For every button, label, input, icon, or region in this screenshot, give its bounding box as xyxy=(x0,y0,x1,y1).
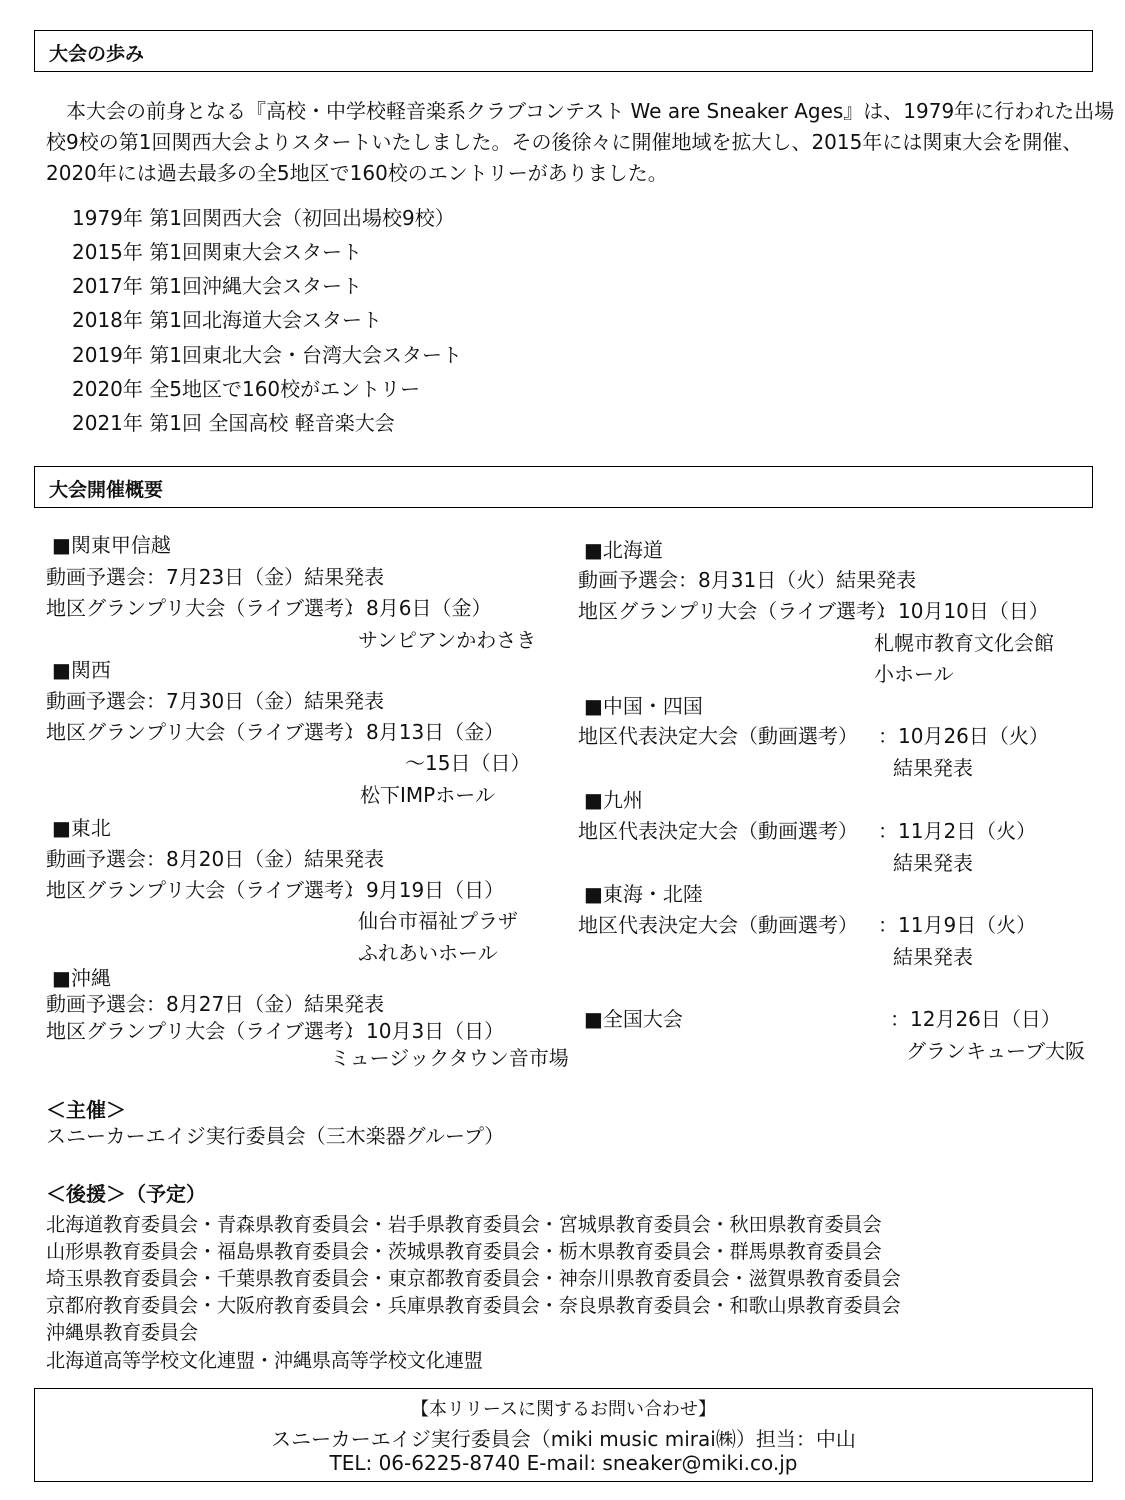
timeline-item: 1979年 第1回関西大会（初回出場校9校） xyxy=(72,206,455,230)
grandprix-label-tohoku: 地区グランプリ大会（ライブ選考） xyxy=(46,878,364,902)
grandprix-date-kansai: ：8月13日（金） xyxy=(346,720,505,744)
timeline-item: 2018年 第1回北海道大会スタート xyxy=(72,308,382,332)
support-line: 北海道教育委員会・青森県教育委員会・岩手県教育委員会・宮城県教育委員会・秋田県教育委員会 xyxy=(46,1213,882,1236)
support-line: 埼玉県教育委員会・千葉県教育委員会・東京都教育委員会・神奈川県教育委員会・滋賀県教育委員会 xyxy=(46,1267,901,1290)
region-title-kanto: ■関東甲信越 xyxy=(52,533,171,557)
history-heading: 大会の歩み xyxy=(49,43,145,65)
region-title-kyushu: ■九州 xyxy=(584,788,643,812)
video-round-tohoku: 動画予選会：8月20日（金）結果発表 xyxy=(46,847,385,871)
venue-national: グランキューブ大阪 xyxy=(906,1039,1085,1063)
region-title-chugoku: ■中国・四国 xyxy=(584,694,703,718)
grandprix-label-kanto: 地区グランプリ大会（ライブ選考） xyxy=(46,596,364,620)
history-intro xyxy=(46,96,1115,189)
organizer-name: スニーカーエイジ実行委員会（三木楽器グループ） xyxy=(46,1124,505,1148)
overview-heading-box xyxy=(34,466,1093,508)
grandprix-date-tohoku: ：9月19日（日） xyxy=(346,878,505,902)
date-national: ：12月26日（日） xyxy=(890,1007,1061,1031)
grandprix-date-okinawa: ：10月3日（日） xyxy=(346,1019,505,1043)
grandprix-date-kanto: ：8月6日（金） xyxy=(346,596,492,620)
video-selection-label-tokai: 地区代表決定大会（動画選考） xyxy=(578,913,858,937)
grandprix-date2-kansai: ～15日（日） xyxy=(405,751,531,775)
result-chugoku: 結果発表 xyxy=(893,756,973,780)
overview-heading: 大会開催概要 xyxy=(49,479,164,501)
venue-kanto: サンピアンかわさき xyxy=(358,628,537,652)
video-selection-date-kyushu: ：11月2日（火） xyxy=(878,819,1037,843)
video-round-kansai: 動画予選会：7月30日（金）結果発表 xyxy=(46,689,385,713)
organizer-heading: ＜主催＞ xyxy=(46,1098,126,1122)
contact-box xyxy=(34,1388,1093,1482)
result-tokai: 結果発表 xyxy=(893,945,973,969)
video-selection-label-kyushu: 地区代表決定大会（動画選考） xyxy=(578,819,858,843)
support-line: 山形県教育委員会・福島県教育委員会・茨城県教育委員会・栃木県教育委員会・群馬県教育委員会 xyxy=(46,1240,882,1263)
timeline-item: 2020年 全5地区で160校がエントリー xyxy=(72,377,421,401)
venue2-tohoku: ふれあいホール xyxy=(358,941,498,965)
contact-org: スニーカーエイジ実行委員会（miki music mirai㈱）担当：中山 xyxy=(271,1427,856,1451)
venue-kansai: 松下IMPホール xyxy=(360,783,495,807)
support-line: 沖縄県教育委員会 xyxy=(46,1321,198,1344)
intro-line: 校9校の第1回関西大会よりスタートいたしました。その後徐々に開催地域を拡大し、2015年には関東大会を開催、 xyxy=(46,130,1083,154)
grandprix-label-hokkaido: 地区グランプリ大会（ライブ選考） xyxy=(578,599,896,623)
timeline-item: 2021年 第1回 全国高校 軽音楽大会 xyxy=(72,411,395,435)
video-selection-date-chugoku: ：10月26日（火） xyxy=(878,724,1049,748)
video-round-kanto: 動画予選会：7月23日（金）結果発表 xyxy=(46,565,385,589)
region-title-tohoku: ■東北 xyxy=(52,816,111,840)
video-round-okinawa: 動画予選会：8月27日（金）結果発表 xyxy=(46,992,385,1016)
region-title-kansai: ■関西 xyxy=(52,658,111,682)
timeline-item: 2017年 第1回沖縄大会スタート xyxy=(72,274,362,298)
support-line: 京都府教育委員会・大阪府教育委員会・兵庫県教育委員会・奈良県教育委員会・和歌山県教育委員会 xyxy=(46,1294,901,1317)
region-title-hokkaido: ■北海道 xyxy=(584,538,663,562)
result-kyushu: 結果発表 xyxy=(893,851,973,875)
venue2-hokkaido: 小ホール xyxy=(874,662,954,686)
venue-hokkaido: 札幌市教育文化会館 xyxy=(874,631,1054,655)
grandprix-label-kansai: 地区グランプリ大会（ライブ選考） xyxy=(46,720,364,744)
contact-tel-email[interactable]: TEL: 06-6225-8740 E-mail: sneaker@miki.co.jp xyxy=(329,1451,798,1475)
grandprix-date-hokkaido: ：10月10日（日） xyxy=(878,599,1049,623)
contact-title: 【本リリースに関するお問い合わせ】 xyxy=(410,1399,717,1420)
region-title-okinawa: ■沖縄 xyxy=(52,966,111,990)
timeline-item: 2015年 第1回関東大会スタート xyxy=(72,240,362,264)
region-title-national: ■全国大会 xyxy=(584,1007,683,1031)
video-selection-date-tokai: ：11月9日（火） xyxy=(878,913,1037,937)
region-title-tokai: ■東海・北陸 xyxy=(584,882,703,906)
video-round-hokkaido: 動画予選会：8月31日（火）結果発表 xyxy=(578,568,917,592)
video-selection-label-chugoku: 地区代表決定大会（動画選考） xyxy=(578,724,858,748)
timeline-item: 2019年 第1回東北大会・台湾大会スタート xyxy=(72,343,462,367)
venue-okinawa: ミュージックタウン音市場 xyxy=(330,1046,569,1070)
support-line: 北海道高等学校文化連盟・沖縄県高等学校文化連盟 xyxy=(46,1349,483,1372)
intro-line: 2020年には過去最多の全5地区で160校のエントリーがありました。 xyxy=(46,161,668,185)
history-heading-box xyxy=(34,30,1093,72)
venue-tohoku: 仙台市福祉プラザ xyxy=(358,909,518,933)
grandprix-label-okinawa: 地区グランプリ大会（ライブ選考） xyxy=(46,1019,364,1043)
support-heading: ＜後援＞（予定） xyxy=(46,1182,206,1206)
intro-line: 本大会の前身となる『高校・中学校軽音楽系クラブコンテスト We are Sneaker Ages』は、1979年に行われた出場 xyxy=(46,99,1115,123)
